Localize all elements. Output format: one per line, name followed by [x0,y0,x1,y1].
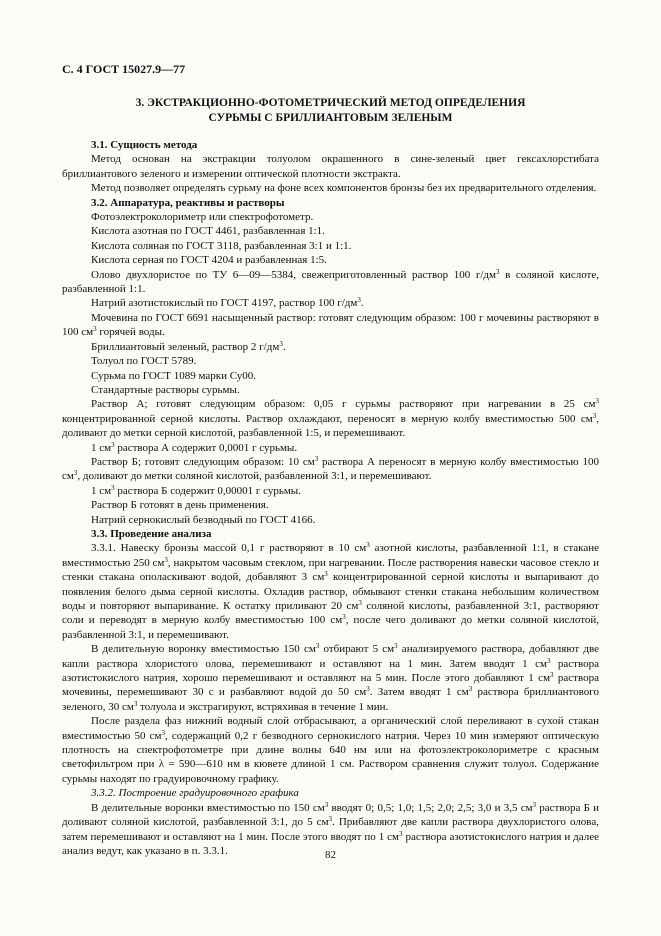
reagent-item: Натрий азотистокислый по ГОСТ 4197, раствор 100 $г/дм^3$. [91,296,364,310]
section-title [62,96,599,126]
reagent-item: 1 $см^3$ раствора А содержит 0,0001 г сурьмы. [91,440,298,454]
reagent-item: Фотоэлектроколориметр или спектрофотометр. [91,211,314,224]
paragraph-analysis-3-3-1: 3.3.1. Навеску бронзы массой 0,1 г растворяют в 10 $см^3$ азотной кислоты, разбавленной 1:1, в стакане вместимостью 250 $см^3$, накрытом часовым стеклом, при нагревании. После растворения навески часовое стекло и стенки стакана ополаскивают водой, добавляют 3 $см^3$ концентрированной серной кислоты и выпаривают до появления белого дыма серной кислоты. Охладив раствор, обмывают стенки стакана небольшим количеством воды и повторяют выпаривание. К остатку приливают 20 $см^3$ соляной кислоты, разбавленной 3:1, растворяют соли и переводят в мерную колбу вместимостью 100 $см^3$, после чего доливают до метки соляной кислотой, разбавленной 3:1, и перемешивают. [62,541,600,641]
section-title-line-2: СУРЬМЫ С БРИЛЛИАНТОВЫМ ЗЕЛЕНЫМ [208,112,453,124]
reagent-item: Мочевина по ГОСТ 6691 насыщенный раствор: готовят следующим образом: 100 г мочевины растворяют в 100 $см^3$ горячей воды. [62,311,599,339]
subsection-heading-3-2: 3.2. Аппаратура, реактивы и растворы [91,196,285,209]
document-body [62,138,599,858]
running-header: С. 4 ГОСТ 15027.9—77 [62,62,186,76]
reagent-item: Стандартные растворы сурьмы. [91,383,240,396]
reagent-item: Сурьма по ГОСТ 1089 марки Су00. [91,369,257,382]
subsection-heading-3-3-2: 3.3.2. Построение градуировочного графика [91,787,299,800]
reagent-item: Кислота серная по ГОСТ 4204 и разбавленная 1:5. [91,254,327,267]
reagent-item: Олово двухлористое по ТУ 6—09—5384, свежеприготовленный раствор 100 $г/дм^3$ в соляной кислоте, разбавленной 1:1. [62,267,599,296]
reagent-item: Кислота соляная по ГОСТ 3118, разбавленная 3:1 и 1:1. [91,239,352,252]
paragraph-method-essence: Метод основан на экстракции толуолом окрашенного в сине-зеленый цвет гексахлорстибата бриллиантового зеленого и измерении оптической плотности экстракта. [62,153,599,180]
reagent-item: 1 $см^3$ раствора Б содержит 0,00001 г сурьмы. [91,483,301,497]
reagent-item: Натрий сернокислый безводный по ГОСТ 4166. [91,513,316,526]
subsection-heading-3-3: 3.3. Проведение анализа [91,527,212,540]
page-number: 82 [325,849,336,861]
reagent-item: Раствор А; готовят следующим образом: 0,05 г сурьмы растворяют при нагревании в 25 $см^3$ концентрированной серной кислоты. Раствор охлаждают, переносят в мерную колбу вместимостью 500 $см^3$, доливают до метки серной кислотой, разбавленной 1:5, и перемешивают. [62,397,599,440]
reagent-item: Кислота азотная по ГОСТ 4461, разбавленная 1:1. [91,225,325,238]
reagent-item: Толуол по ГОСТ 5789. [91,355,197,368]
paragraph-analysis-funnel: В делительную воронку вместимостью 150 $см^3$ отбирают 5 $см^3$ анализируемого раствора, добавляют две капли раствора хлористого олова, перемешивают и оставляют на 1 мин. Затем вводят 1 $см^3$ раствора азотистокислого натрия, хорошо перемешивают и оставляют на 5 мин. После этого добавляют 1 $см^3$ раствора мочевины, перемешивают 30 с и разбавляют водой до 50 $см^3$. Затем вводят 1 $см^3$ раствора бриллиантового зеленого, 30 $см^3$ толуола и экстрагируют, встряхивая в течение 1 мин. [62,642,600,713]
paragraph-analysis-measurement: После раздела фаз нижний водный слой отбрасывают, а органический слой переливают в сухой стакан вместимостью 50 $см^3$, содержащий 0,2 г безводного сернокислого натрия. Через 10 мин измеряют оптическую плотность на спектрофотометре при длине волны 640 нм или на фотоэлектроколориметре с красным светофильтром при λ = 590—610 нм в кювете длиной 1 см. Раствором сравнения служит толуол. Содержание сурьмы находят по градуировочному графику. [62,715,599,785]
paragraph-calibration: В делительные воронки вместимостью по 150 $см^3$ вводят 0; 0,5; 1,0; 1,5; 2,0; 2,5; 3,0 и 3,5 $см^3$ раствора Б и доливают соляной кислотой, разбавленной 3:1, до 5 $см^3$. Прибавляют две капли раствора двухлористого олова, затем перемешивают и оставляют на 1 мин. После этого вводят по 1 $см^3$ раствора азотистокислого натрия и далее анализ ведут, как указано в п. 3.3.1. [62,800,600,857]
section-title-line-1: 3. ЭКСТРАКЦИОННО-ФОТОМЕТРИЧЕСКИЙ МЕТОД ОПРЕДЕЛЕНИЯ [135,97,526,109]
paragraph-method-scope: Метод позволяет определять сурьму на фоне всех компонентов бронзы без их предварительного отделения. [91,182,597,195]
reagent-item: Раствор Б готовят в день применения. [91,499,269,512]
reagent-item: Раствор Б; готовят следующим образом: 10 $см^3$ раствора А переносят в мерную колбу вместимостью 100 $см^3$, доливают до метки соляной кислотой, разбавленной 3:1, и перемешивают. [62,454,599,483]
reagent-item: Бриллиантовый зеленый, раствор 2 $г/дм^3$. [91,339,286,353]
subsection-heading-3-1: 3.1. Сущность метода [91,139,198,151]
